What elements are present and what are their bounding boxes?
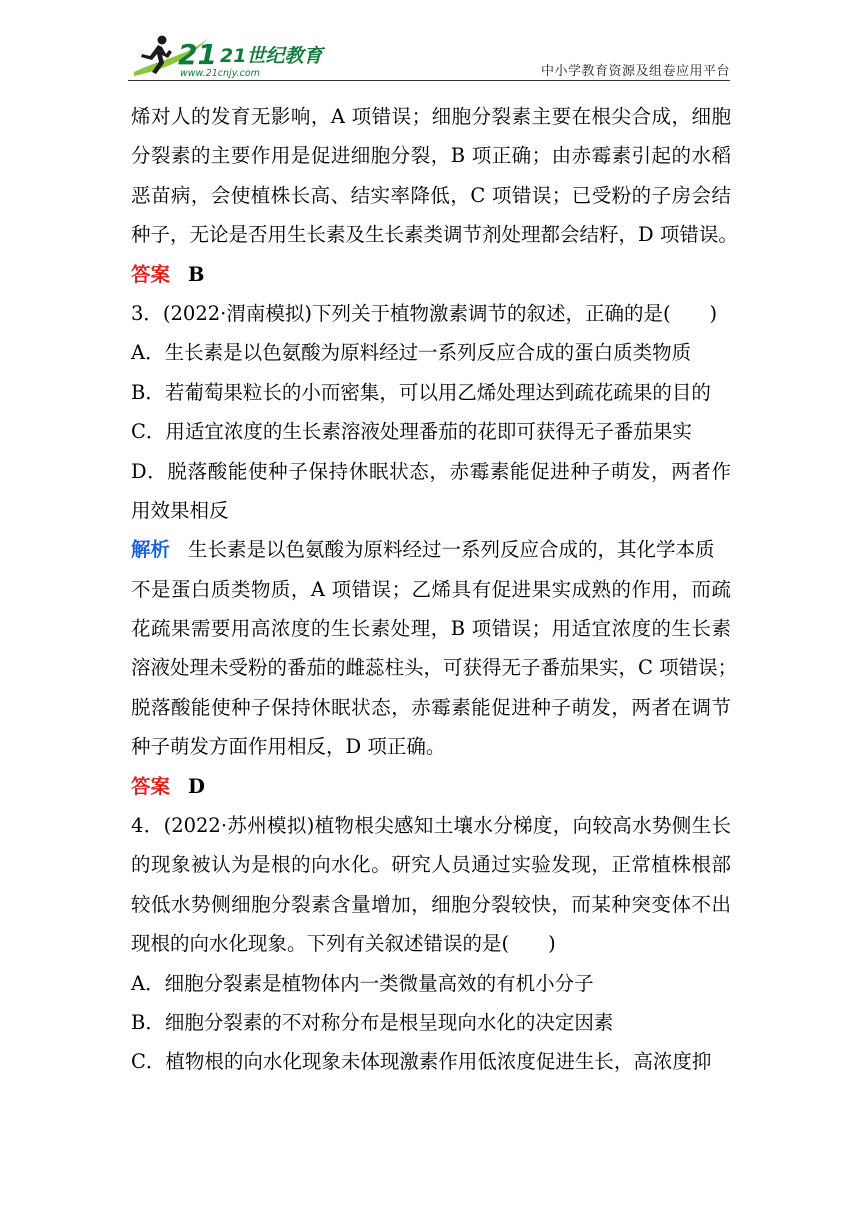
intro-line: 种子，无论是否用生长素及生长素类调节剂处理都会结籽，D 项错误。 [131,223,738,247]
analysis-label: 解析 [131,538,171,562]
question-3-option-c: C．用适宜浓度的生长素溶液处理番茄的花即可获得无子番茄果实 [131,420,692,444]
question-4-stem: 较低水势侧细胞分裂素含量增加，细胞分裂较快，而某种突变体不出 [131,892,731,916]
question-4-stem: 4．(2022·苏州模拟)植物根尖感知土壤水分梯度，向较高水势侧生长 [131,814,731,838]
intro-line: 分裂素的主要作用是促进细胞分裂，B 项正确；由赤霉素引起的水稻 [131,144,731,168]
logo-url: www.21cnjy.com [180,68,260,79]
question-4-stem: 的现象被认为是根的向水化。研究人员通过实验发现，正常植株根部 [131,853,731,877]
runner-logo-icon [128,30,323,82]
question-3-stem: 3．(2022·渭南模拟)下列关于植物激素调节的叙述，正确的是( ) [131,301,718,325]
answer-value: D [188,774,205,798]
header-divider [128,80,730,81]
svg-text:21: 21 [178,38,217,71]
question-4-stem: 现根的向水化现象。下列有关叙述错误的是( ) [131,932,556,956]
answer-row [131,767,731,806]
analysis-text: 生长素是以色氨酸为原料经过一系列反应合成的，其化学本质 [188,538,715,562]
analysis-line: 溶液处理未受粉的番茄的雌蕊柱头，可获得无子番茄果实，C 项错误； [131,656,738,680]
answer-value: B [188,262,205,286]
answer-row [131,255,731,294]
answer-label: 答案 [131,262,171,286]
document-body [131,97,738,1082]
logo-text: 21世纪教育 [220,45,323,67]
question-4-option-c: C．植物根的向水化现象未体现激素作用低浓度促进生长，高浓度抑 [131,1050,712,1074]
question-3-option-a: A．生长素是以色氨酸为原料经过一系列反应合成的蛋白质类物质 [131,341,692,365]
intro-line: 烯对人的发育无影响，A 项错误；细胞分裂素主要在根尖合成，细胞 [131,105,731,128]
question-3-option-d: D．脱落酸能使种子保持休眠状态，赤霉素能促进种子萌发，两者作 [131,459,731,483]
platform-name: 中小学教育资源及组卷应用平台 [540,64,730,79]
analysis-line: 种子萌发方面作用相反，D 项正确。 [131,735,446,759]
analysis-line: 脱落酸能使种子保持休眠状态，赤霉素能促进种子萌发，两者在调节 [131,695,731,719]
question-4-option-a: A．细胞分裂素是植物体内一类微量高效的有机小分子 [131,971,594,995]
analysis-line: 花疏果需要用高浓度的生长素处理，B 项错误；用适宜浓度的生长素 [131,617,731,641]
question-3-option-d-cont: 用效果相反 [131,498,229,522]
site-logo[interactable] [128,30,323,82]
intro-line: 恶苗病，会使植株长高、结实率降低，C 项错误；已受粉的子房会结 [131,183,731,207]
question-4-option-b: B．细胞分裂素的不对称分布是根呈现向水化的决定因素 [131,1010,614,1034]
page-header [0,0,860,90]
answer-label: 答案 [131,774,171,798]
analysis-first-line [131,530,731,569]
analysis-line: 不是蛋白质类物质，A 项错误；乙烯具有促进果实成熟的作用，而疏 [131,577,731,601]
question-3-option-b: B．若葡萄果粒长的小而密集，可以用乙烯处理达到疏花疏果的目的 [131,380,711,404]
